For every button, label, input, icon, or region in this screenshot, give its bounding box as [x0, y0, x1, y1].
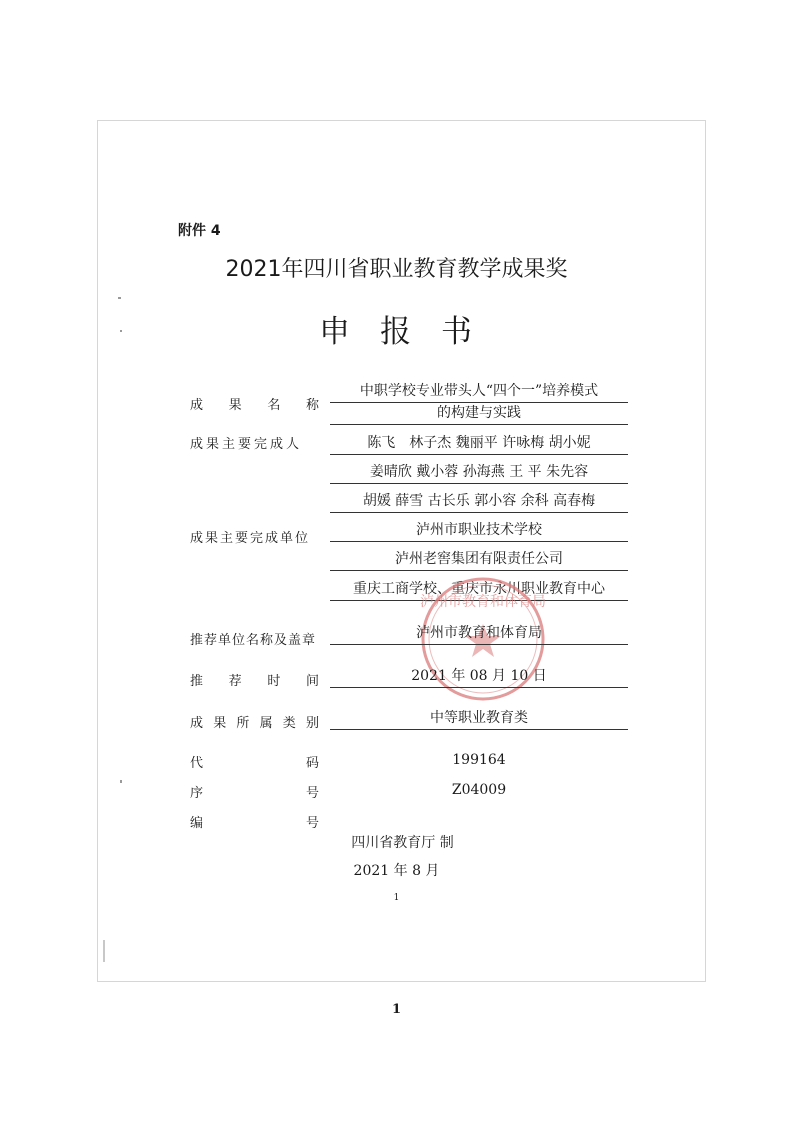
field-label-serial [190, 782, 320, 801]
field-label-code [190, 752, 320, 771]
label-char: 代 [190, 756, 205, 771]
inner-page-number: 1 [393, 893, 400, 903]
scan-speck [120, 780, 122, 783]
label-char: 号 [305, 816, 320, 831]
unit-line-2: 泸州老窖集团有限责任公司 [330, 549, 628, 571]
field-value-serial: Z04009 [451, 782, 507, 798]
label-char: 码 [305, 756, 320, 771]
field-label-name [190, 394, 320, 413]
scan-speck [103, 940, 105, 962]
field-label-category [190, 712, 320, 731]
label-char: 类 [282, 716, 297, 731]
label-char: 号 [305, 786, 320, 801]
field-label-recommend-time [190, 670, 320, 689]
label-char: 成 [190, 398, 205, 413]
spread-label [190, 394, 320, 413]
label-char: 名 [267, 398, 282, 413]
label-char: 推 [190, 674, 205, 689]
label-char: 时 [267, 674, 282, 689]
label-char: 果 [213, 716, 228, 731]
member-line-2: 姜晴欣 戴小蓉 孙海燕 王 平 朱先容 [330, 462, 628, 484]
label-char: 所 [236, 716, 251, 731]
field-value-category: 中等职业教育类 [330, 708, 628, 730]
label-char: 属 [259, 716, 274, 731]
field-value-name-line2: 的构建与实践 [330, 403, 628, 425]
member-line-3: 胡媛 薛雪 古长乐 郭小容 余科 高春梅 [330, 491, 628, 513]
field-label-members: 成果主要完成人 [190, 437, 303, 452]
scan-speck [118, 297, 121, 299]
page-number: 1 [391, 1002, 402, 1017]
spread-label [190, 712, 320, 731]
spread-label [190, 670, 320, 689]
unit-line-1: 泸州市职业技术学校 [330, 520, 628, 542]
field-value-code: 199164 [452, 752, 506, 768]
label-char: 果 [228, 398, 243, 413]
issue-date: 2021 年 8 月 [353, 863, 440, 879]
field-value-recommender: 泸州市教育和体育局 [330, 623, 628, 645]
field-value-name-line1: 中职学校专业带头人“四个一”培养模式 [330, 381, 628, 403]
document-subtitle: 申报书 [319, 314, 502, 350]
attachment-label: 附件 4 [178, 223, 221, 239]
label-char: 序 [190, 786, 205, 801]
field-label-number [190, 812, 320, 831]
label-char: 间 [305, 674, 320, 689]
spread-label [190, 812, 320, 831]
field-label-recommender: 推荐单位名称及盖章 [190, 633, 317, 648]
label-char: 成 [190, 716, 205, 731]
label-char: 荐 [228, 674, 243, 689]
unit-line-3: 重庆工商学校、重庆市永川职业教育中心 [330, 579, 628, 601]
member-line-1: 陈飞 林子杰 魏丽平 许咏梅 胡小妮 [330, 433, 628, 455]
spread-label [190, 752, 320, 771]
label-char: 别 [305, 716, 320, 731]
label-char: 称 [305, 398, 320, 413]
svg-text:泸州市教育和体育局: 泸州市教育和体育局 [420, 594, 546, 610]
label-char: 编 [190, 816, 205, 831]
spread-label [190, 782, 320, 801]
field-label-units: 成果主要完成单位 [190, 531, 311, 546]
issuer: 四川省教育厅 制 [351, 835, 454, 851]
document-title: 2021年四川省职业教育教学成果奖 [225, 257, 568, 282]
field-value-recommend-time: 2021 年 08 月 10 日 [330, 666, 628, 688]
